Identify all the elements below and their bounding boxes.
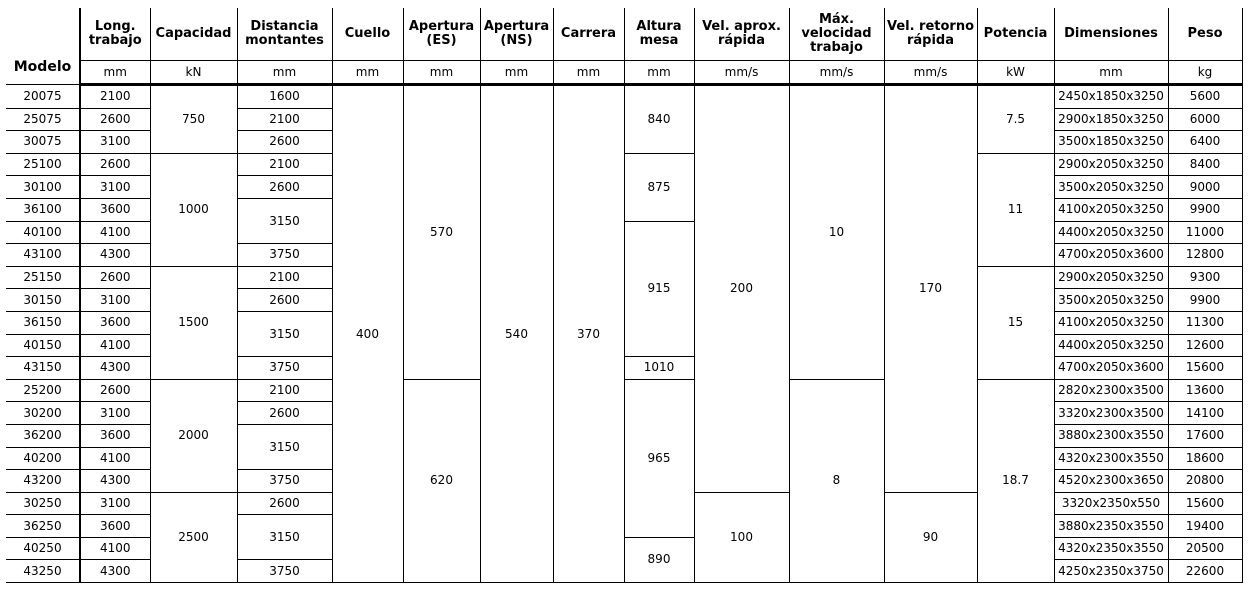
long-trabajo-cell: 2600 [80,266,150,289]
table-body [6,85,1242,583]
distancia-montantes-cell: 3150 [237,515,332,560]
peso-cell: 9000 [1168,176,1242,199]
dimensiones-cell: 4700x2050x3600 [1054,357,1168,380]
header-capacidad: Capacidad [150,8,237,61]
vel-retorno-rapida-cell: 170 [884,85,977,493]
long-trabajo-cell: 3100 [80,131,150,154]
header-modelo: Modelo [6,8,80,85]
modelo-cell: 25100 [6,153,80,176]
peso-cell: 13600 [1168,379,1242,402]
table-row [6,153,1242,176]
potencia-cell: 7.5 [977,85,1054,154]
header-apertura-ns: Apertura (NS) [480,8,553,61]
unit-row [6,61,1242,85]
distancia-montantes-cell: 3750 [237,357,332,380]
long-trabajo-cell: 4300 [80,560,150,583]
peso-cell: 9900 [1168,198,1242,221]
vel-aprox-rapida-cell: 200 [694,85,789,493]
apertura-ns-cell: 540 [480,85,553,583]
header-vel-retorno-rapida: Vel. retorno rápida [884,8,977,61]
peso-cell: 20800 [1168,470,1242,493]
unit-carrera: mm [553,61,624,85]
vel-aprox-rapida-cell: 100 [694,492,789,582]
peso-cell: 9900 [1168,289,1242,312]
unit-long-trabajo: mm [80,61,150,85]
dimensiones-cell: 4400x2050x3250 [1054,221,1168,244]
capacidad-cell: 1500 [150,266,237,379]
unit-distancia-montantes: mm [237,61,332,85]
header-peso: Peso [1168,8,1242,61]
long-trabajo-cell: 3600 [80,311,150,334]
distancia-montantes-cell: 3150 [237,424,332,469]
long-trabajo-cell: 3100 [80,176,150,199]
cuello-cell: 400 [332,85,403,583]
modelo-cell: 25075 [6,108,80,131]
dimensiones-cell: 4700x2050x3600 [1054,244,1168,267]
long-trabajo-cell: 3600 [80,198,150,221]
header-distancia-montantes: Distancia montantes [237,8,332,61]
potencia-cell: 18.7 [977,379,1054,582]
dimensiones-cell: 3320x2350x550 [1054,492,1168,515]
max-velocidad-trabajo-cell: 10 [789,85,884,380]
unit-max-velocidad-trabajo: mm/s [789,61,884,85]
unit-altura-mesa: mm [624,61,694,85]
distancia-montantes-cell: 1600 [237,85,332,109]
modelo-cell: 43100 [6,244,80,267]
distancia-montantes-cell: 2600 [237,176,332,199]
dimensiones-cell: 3500x2050x3250 [1054,289,1168,312]
specifications-table [6,8,1243,583]
long-trabajo-cell: 2600 [80,379,150,402]
distancia-montantes-cell: 2600 [237,131,332,154]
long-trabajo-cell: 4100 [80,221,150,244]
dimensiones-cell: 4100x2050x3250 [1054,311,1168,334]
dimensiones-cell: 4320x2350x3550 [1054,537,1168,560]
header-dimensiones: Dimensiones [1054,8,1168,61]
long-trabajo-cell: 3600 [80,515,150,538]
table-row [6,85,1242,109]
peso-cell: 6000 [1168,108,1242,131]
header-altura-mesa: Altura mesa [624,8,694,61]
long-trabajo-cell: 4100 [80,537,150,560]
dimensiones-cell: 4320x2300x3550 [1054,447,1168,470]
header-cuello: Cuello [332,8,403,61]
long-trabajo-cell: 4300 [80,470,150,493]
peso-cell: 19400 [1168,515,1242,538]
distancia-montantes-cell: 3750 [237,470,332,493]
modelo-cell: 40200 [6,447,80,470]
long-trabajo-cell: 3100 [80,492,150,515]
dimensiones-cell: 3500x2050x3250 [1054,176,1168,199]
modelo-cell: 36200 [6,424,80,447]
long-trabajo-cell: 3600 [80,424,150,447]
unit-apertura-ns: mm [480,61,553,85]
long-trabajo-cell: 2100 [80,85,150,109]
vel-retorno-rapida-cell: 90 [884,492,977,582]
modelo-cell: 30150 [6,289,80,312]
modelo-cell: 36250 [6,515,80,538]
peso-cell: 18600 [1168,447,1242,470]
modelo-cell: 40250 [6,537,80,560]
long-trabajo-cell: 4300 [80,357,150,380]
distancia-montantes-cell: 3150 [237,198,332,243]
header-apertura-es: Apertura (ES) [403,8,480,61]
distancia-montantes-cell: 2100 [237,153,332,176]
dimensiones-cell: 4250x2350x3750 [1054,560,1168,583]
header-max-velocidad-trabajo: Máx. velocidad trabajo [789,8,884,61]
carrera-cell: 370 [553,85,624,583]
header-vel-aprox-rapida: Vel. aprox. rápida [694,8,789,61]
modelo-cell: 43150 [6,357,80,380]
modelo-cell: 36100 [6,198,80,221]
header-potencia: Potencia [977,8,1054,61]
dimensiones-cell: 4400x2050x3250 [1054,334,1168,357]
distancia-montantes-cell: 3750 [237,244,332,267]
modelo-cell: 20075 [6,85,80,109]
distancia-montantes-cell: 3150 [237,311,332,356]
table-header [6,8,1242,85]
altura-mesa-cell: 840 [624,85,694,154]
max-velocidad-trabajo-cell: 8 [789,379,884,582]
modelo-cell: 43250 [6,560,80,583]
peso-cell: 22600 [1168,560,1242,583]
modelo-cell: 30075 [6,131,80,154]
altura-mesa-cell: 1010 [624,357,694,380]
dimensiones-cell: 2900x1850x3250 [1054,108,1168,131]
long-trabajo-cell: 4300 [80,244,150,267]
unit-potencia: kW [977,61,1054,85]
peso-cell: 6400 [1168,131,1242,154]
modelo-cell: 25200 [6,379,80,402]
unit-apertura-es: mm [403,61,480,85]
peso-cell: 15600 [1168,357,1242,380]
peso-cell: 5600 [1168,85,1242,109]
long-trabajo-cell: 2600 [80,108,150,131]
long-trabajo-cell: 4100 [80,334,150,357]
capacidad-cell: 1000 [150,153,237,266]
dimensiones-cell: 3880x2300x3550 [1054,424,1168,447]
unit-peso: kg [1168,61,1242,85]
potencia-cell: 11 [977,153,1054,266]
dimensiones-cell: 2900x2050x3250 [1054,153,1168,176]
modelo-cell: 30200 [6,402,80,425]
modelo-cell: 40100 [6,221,80,244]
dimensiones-cell: 2900x2050x3250 [1054,266,1168,289]
dimensiones-cell: 3500x1850x3250 [1054,131,1168,154]
distancia-montantes-cell: 2600 [237,492,332,515]
unit-cuello: mm [332,61,403,85]
capacidad-cell: 2500 [150,492,237,582]
peso-cell: 8400 [1168,153,1242,176]
dimensiones-cell: 4100x2050x3250 [1054,198,1168,221]
altura-mesa-cell: 915 [624,221,694,357]
long-trabajo-cell: 4100 [80,447,150,470]
altura-mesa-cell: 965 [624,379,694,537]
header-carrera: Carrera [553,8,624,61]
long-trabajo-cell: 3100 [80,289,150,312]
long-trabajo-cell: 2600 [80,153,150,176]
distancia-montantes-cell: 2600 [237,402,332,425]
dimensiones-cell: 4520x2300x3650 [1054,470,1168,493]
peso-cell: 17600 [1168,424,1242,447]
modelo-cell: 30100 [6,176,80,199]
unit-vel-retorno-rapida: mm/s [884,61,977,85]
modelo-cell: 36150 [6,311,80,334]
peso-cell: 14100 [1168,402,1242,425]
capacidad-cell: 2000 [150,379,237,492]
apertura-es-cell: 620 [403,379,480,582]
dimensiones-cell: 2450x1850x3250 [1054,85,1168,109]
peso-cell: 11300 [1168,311,1242,334]
unit-vel-aprox-rapida: mm/s [694,61,789,85]
distancia-montantes-cell: 2100 [237,108,332,131]
distancia-montantes-cell: 2100 [237,266,332,289]
capacidad-cell: 750 [150,85,237,154]
apertura-es-cell: 570 [403,85,480,380]
header-row [6,8,1242,61]
distancia-montantes-cell: 2600 [237,289,332,312]
dimensiones-cell: 3880x2350x3550 [1054,515,1168,538]
peso-cell: 15600 [1168,492,1242,515]
unit-capacidad: kN [150,61,237,85]
peso-cell: 20500 [1168,537,1242,560]
potencia-cell: 15 [977,266,1054,379]
modelo-cell: 25150 [6,266,80,289]
altura-mesa-cell: 890 [624,537,694,582]
dimensiones-cell: 3320x2300x3500 [1054,402,1168,425]
peso-cell: 9300 [1168,266,1242,289]
altura-mesa-cell: 875 [624,153,694,221]
modelo-cell: 43200 [6,470,80,493]
dimensiones-cell: 2820x2300x3500 [1054,379,1168,402]
peso-cell: 11000 [1168,221,1242,244]
peso-cell: 12600 [1168,334,1242,357]
distancia-montantes-cell: 2100 [237,379,332,402]
table-row [6,379,1242,402]
header-long-trabajo: Long. trabajo [80,8,150,61]
distancia-montantes-cell: 3750 [237,560,332,583]
modelo-cell: 30250 [6,492,80,515]
unit-dimensiones: mm [1054,61,1168,85]
peso-cell: 12800 [1168,244,1242,267]
modelo-cell: 40150 [6,334,80,357]
long-trabajo-cell: 3100 [80,402,150,425]
